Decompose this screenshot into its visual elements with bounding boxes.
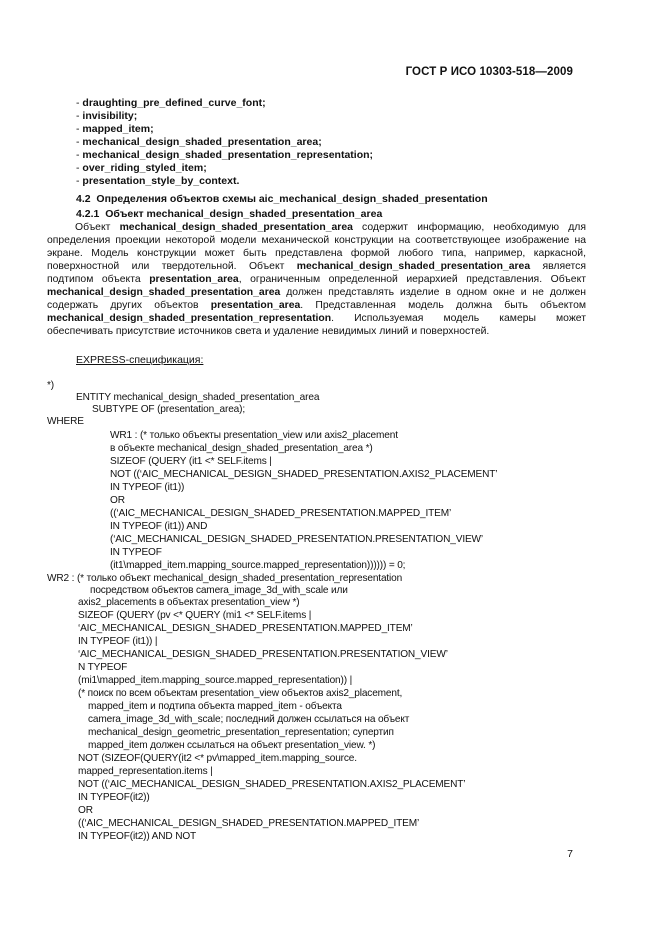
subsection-heading: 4.2.1 Объект mechanical_design_shaded_presentation_area [76,208,383,220]
page-number: 7 [567,848,573,860]
list-item: - invisibility; [76,110,138,122]
code-line: *) [47,380,54,391]
list-item: - presentation_style_by_context. [76,175,240,187]
list-item: - mechanical_design_shaded_presentation_representation; [76,149,374,161]
express-spec-label: EXPRESS-спецификация: [76,354,204,366]
list-item-text: over_riding_styled_item; [82,162,207,174]
description-paragraph [47,222,586,339]
code-line: ((‘AIC_MECHANICAL_DESIGN_SHADED_PRESENTATION.MAPPED_ITEM’ [110,508,452,519]
list-item: - mapped_item; [76,123,154,135]
code-line: OR [78,805,93,816]
para-run: , ограниченным определенной иерархией представления. Объект [238,273,587,285]
code-line: mapped_representation.items | [78,766,213,777]
document-code-header: ГОСТ Р ИСО 10303-518—2009 [405,66,573,78]
code-line: посредством объектов camera_image_3d_with_scale или [90,585,348,596]
para-run-bold: mechanical_design_shaded_presentation_area [296,260,531,272]
code-line: IN TYPEOF (it1)) [110,482,185,493]
code-line: ENTITY mechanical_design_shaded_presentation_area [76,392,320,403]
code-line: mapped_item и подтипа объекта mapped_item - объекта [88,701,342,712]
code-line: camera_image_3d_with_scale; последний должен ссылаться на объект [88,714,410,725]
code-line: (mi1\mapped_item.mapping_source.mapped_representation)) | [78,675,353,686]
para-run: . Используемая модель камеры может обеспечивать присутствие источников света и удаление невидимых линий и поверхностей. [47,312,586,337]
code-line: WHERE [47,416,84,427]
list-item-text: invisibility; [82,110,138,122]
code-line: WR1 : (* только объекты presentation_view или axis2_placement [110,430,398,441]
code-line: mechanical_design_geometric_presentation_representation; супертип [88,727,394,738]
code-line: в объекте mechanical_design_shaded_presentation_area *) [110,443,373,454]
list-item: - over_riding_styled_item; [76,162,207,174]
code-line: OR [110,495,125,506]
list-item-text: draughting_pre_defined_curve_font; [82,97,266,109]
code-line: (it1\mapped_item.mapping_source.mapped_representation)))))) = 0; [110,560,406,571]
para-run: Объект [75,222,120,233]
para-run-bold: mechanical_design_shaded_presentation_area [47,286,281,298]
list-item-text: mechanical_design_shaded_presentation_area; [82,136,322,148]
para-run-bold: mechanical_design_shaded_presentation_area [119,222,353,233]
code-line: NOT ((‘AIC_MECHANICAL_DESIGN_SHADED_PRESENTATION.AXIS2_PLACEMENT’ [110,469,498,480]
para-run: содержит информацию, необходимую для определения проекции некоторой модели механической конструкции на соответствующее изображение на экране. Модель конструкции может быть представлена формой любого типа, например, каркасной, поверхностной или твердотельной. Объект [47,222,586,272]
code-line: NOT (SIZEOF(QUERY(it2 <* pv\mapped_item.mapping_source. [78,753,357,764]
para-run: должен представлять изделие в одном окне и не должен содержать других объектов [47,286,586,311]
code-line: NOT ((‘AIC_MECHANICAL_DESIGN_SHADED_PRESENTATION.AXIS2_PLACEMENT’ [78,779,466,790]
list-item: - mechanical_design_shaded_presentation_area; [76,136,322,148]
code-line: ((‘AIC_MECHANICAL_DESIGN_SHADED_PRESENTATION.MAPPED_ITEM’ [78,818,420,829]
para-run-bold: presentation_area [210,299,301,311]
list-item-text: mechanical_design_shaded_presentation_representation; [82,149,374,161]
code-line: axis2_placements в объектах presentation_view *) [78,597,300,608]
code-line: (* поиск по всем объектам presentation_view объектов axis2_placement, [78,688,403,699]
para-run-bold: presentation_area [149,273,239,285]
code-line: IN TYPEOF(it2)) [78,792,150,803]
code-line: IN TYPEOF(it2)) AND NOT [78,831,197,842]
code-line: N TYPEOF [78,662,128,673]
code-line: (‘AIC_MECHANICAL_DESIGN_SHADED_PRESENTATION.PRESENTATION_VIEW’ [110,534,484,545]
code-line: IN TYPEOF (it1)) AND [110,521,208,532]
section-heading: 4.2 Определения объектов схемы aic_mechanical_design_shaded_presentation [76,193,488,205]
para-run: является подтипом объекта [47,260,586,285]
code-line: WR2 : (* только объект mechanical_design_shaded_presentation_representation [47,573,403,584]
code-line: IN TYPEOF (it1)) | [78,636,158,647]
code-line: mapped_item должен ссылаться на объект presentation_view. *) [88,740,376,751]
list-item: - draughting_pre_defined_curve_font; [76,97,266,109]
list-item-text: mapped_item; [82,123,154,135]
code-line: ‘AIC_MECHANICAL_DESIGN_SHADED_PRESENTATION.MAPPED_ITEM’ [78,623,413,634]
list-item-text: presentation_style_by_context. [82,175,240,187]
code-line: SUBTYPE OF (presentation_area); [92,404,245,415]
para-run: . Представленная модель должна быть объектом [300,299,586,311]
code-line: IN TYPEOF [110,547,162,558]
code-line: ‘AIC_MECHANICAL_DESIGN_SHADED_PRESENTATION.PRESENTATION_VIEW’ [78,649,448,660]
code-line: SIZEOF (QUERY (it1 <* SELF.items | [110,456,272,467]
code-line: SIZEOF (QUERY (pv <* QUERY (mi1 <* SELF.items | [78,610,312,621]
para-run-bold: mechanical_design_shaded_presentation_representation [47,312,332,324]
